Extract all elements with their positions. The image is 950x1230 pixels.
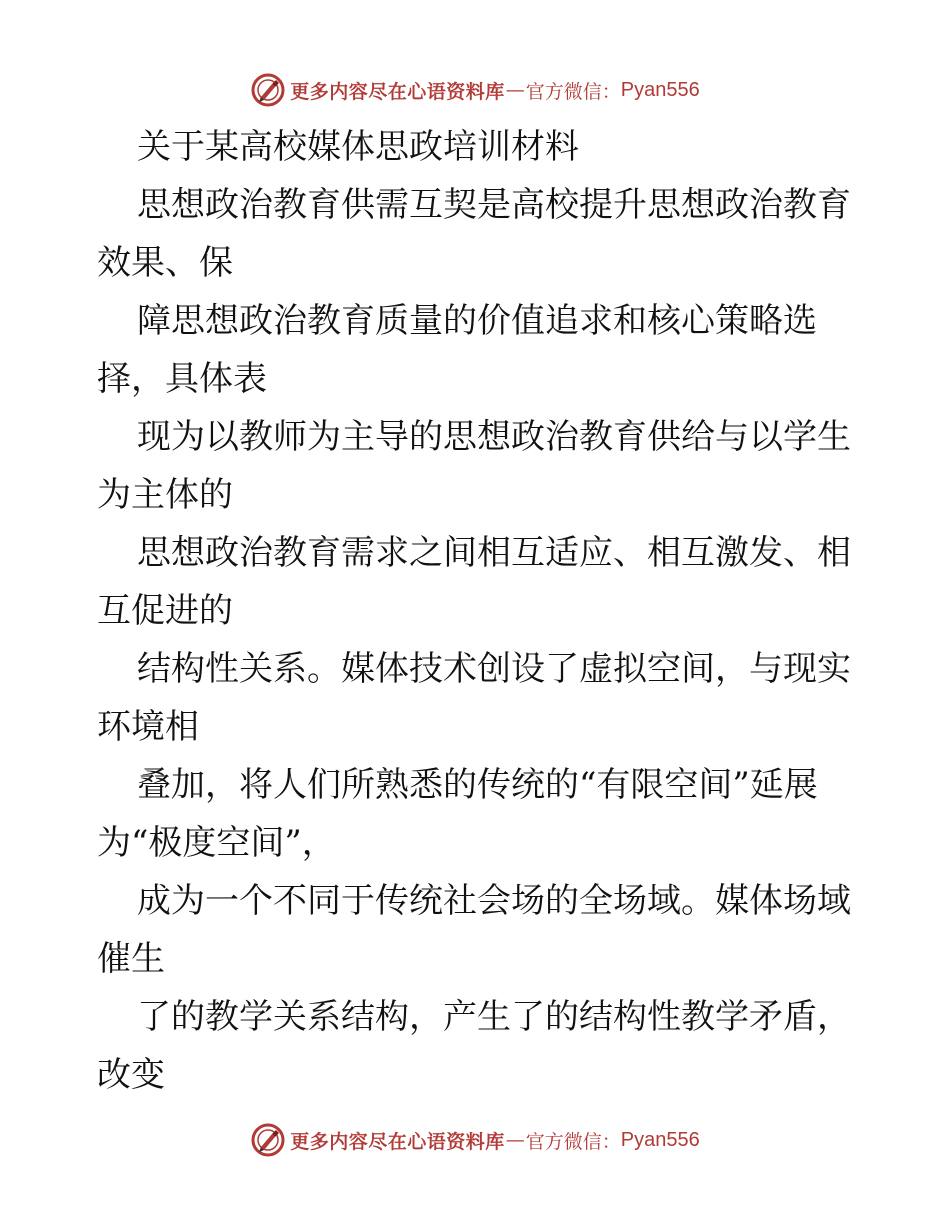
- banner-slogan: 更多内容尽在心语资料库: [290, 1130, 505, 1153]
- text-line: 互促进的: [97, 591, 233, 631]
- text-line: 思想政治教育供需互契是高校提升思想政治教育: [137, 185, 851, 225]
- banner-wechat-id: Pyan556: [620, 78, 700, 101]
- text-line: 叠加，将人们所熟悉的传统的“有限空间”延展: [137, 765, 818, 805]
- banner-separator: —: [505, 1129, 525, 1151]
- header-banner[interactable]: [0, 70, 950, 110]
- footer-banner[interactable]: [0, 1120, 950, 1160]
- banner-wechat-label: 官方微信：: [525, 1130, 621, 1153]
- text-line: 思想政治教育需求之间相互适应、相互激发、相: [137, 533, 851, 573]
- pen-logo-icon: [250, 1122, 286, 1158]
- banner-separator: —: [505, 79, 525, 101]
- text-line: 催生: [97, 939, 165, 979]
- banner-wechat-label: 官方微信：: [525, 80, 621, 103]
- text-line: 效果、保: [97, 243, 233, 283]
- banner-slogan: 更多内容尽在心语资料库: [290, 80, 505, 103]
- text-line: 现为以教师为主导的思想政治教育供给与以学生: [137, 417, 851, 457]
- text-line: 为主体的: [97, 475, 233, 515]
- text-line: 环境相: [97, 707, 199, 747]
- banner-wechat-id: Pyan556: [620, 1128, 700, 1151]
- text-line: 了的教学关系结构，产生了的结构性教学矛盾，: [137, 997, 851, 1037]
- pen-logo-icon: [250, 72, 286, 108]
- document-body: [0, 118, 950, 1104]
- text-line: 为“极度空间”，: [97, 823, 336, 863]
- document-title: 关于某高校媒体思政培训材料: [137, 127, 579, 167]
- text-line: 障思想政治教育质量的价值追求和核心策略选: [137, 301, 817, 341]
- text-line: 结构性关系。媒体技术创设了虚拟空间，与现实: [137, 649, 851, 689]
- text-line: 择，具体表: [97, 359, 267, 399]
- text-line: 改变: [97, 1055, 165, 1095]
- text-line: 成为一个不同于传统社会场的全场域。媒体场域: [137, 881, 851, 921]
